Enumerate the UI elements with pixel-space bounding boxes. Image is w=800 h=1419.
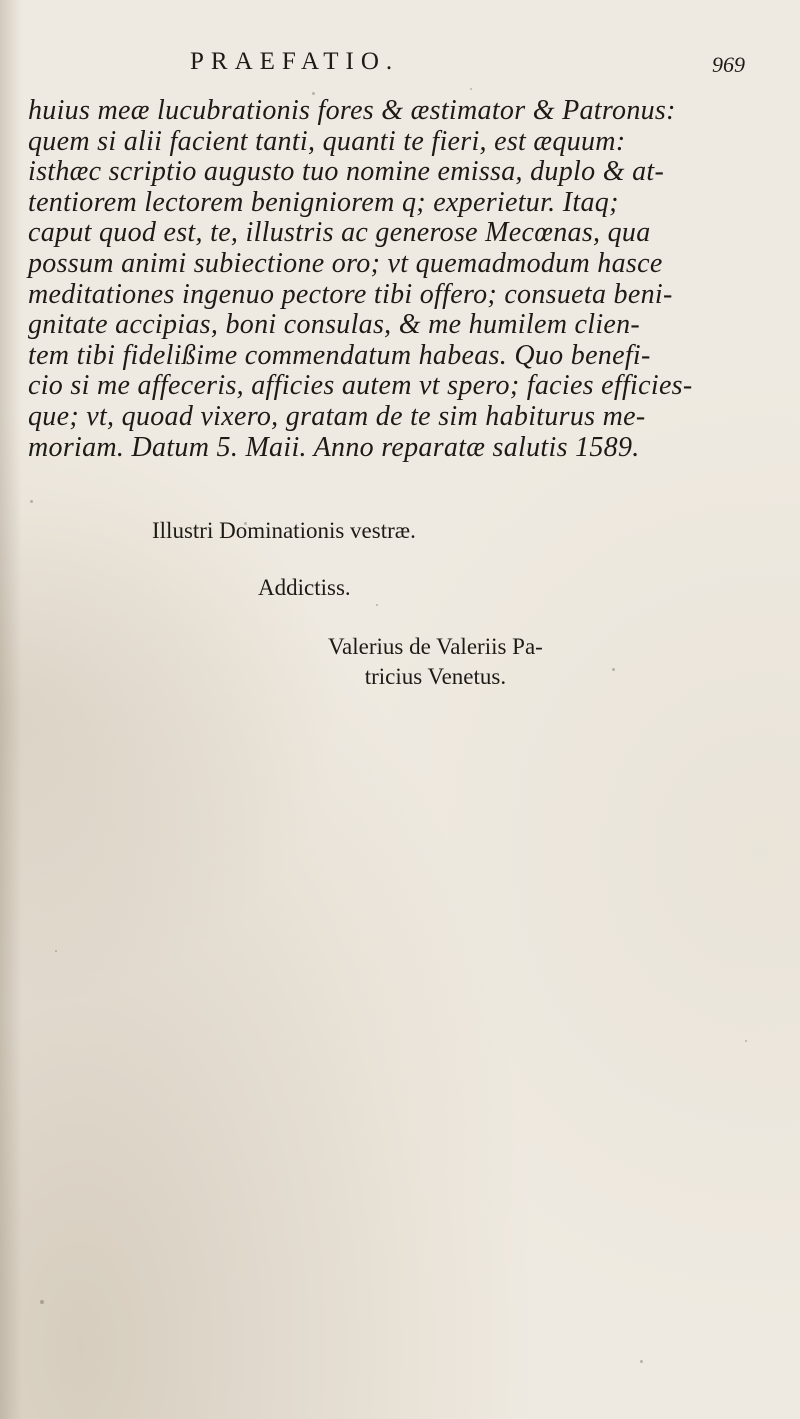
text-line: tentiorem lectorem benigniorem q; experietur. Itaq; [28, 186, 619, 218]
body-text [28, 96, 778, 463]
text-line: caput quod est, te, illustris ac generose Mecœnas, qua [28, 217, 651, 249]
salutation: Illustri Dominationis vestræ. [152, 518, 416, 543]
text-line: quem si alii facient tanti, quanti te fieri, est æquum: [28, 125, 626, 157]
closing: Addictiss. [258, 575, 351, 600]
page-number: 969 [712, 52, 745, 77]
text-line: que; vt, quoad vixero, gratam de te sim habiturus me- [28, 400, 646, 432]
text-line: tem tibi fidelißime commendatum habeas. Quo benefi- [28, 339, 651, 371]
text-line: cio si me affeceris, afficies autem vt spero; facies efficies- [28, 370, 693, 402]
running-head [0, 48, 800, 88]
text-line: moriam. Datum 5. Maii. Anno reparatæ salutis 1589. [28, 431, 640, 463]
page-gutter-shadow [0, 0, 22, 1419]
signer-line: Valerius de Valeriis Pa- [328, 634, 543, 659]
text-line: gnitate accipias, boni consulas, & me humilem clien- [28, 309, 641, 341]
text-line: meditationes ingenuo pectore tibi offero; consueta beni- [28, 278, 673, 310]
running-head-title: PRAEFATIO. [190, 48, 400, 75]
text-line: isthæc scriptio augusto tuo nomine emissa, duplo & at- [28, 156, 665, 188]
signature-block [328, 632, 543, 692]
signer-line: tricius Venetus. [364, 664, 507, 689]
text-line: possum animi subiectione oro; vt quemadmodum hasce [28, 247, 663, 279]
text-line: huius meæ lucubrationis fores & æstimator & Patronus: [28, 95, 676, 126]
